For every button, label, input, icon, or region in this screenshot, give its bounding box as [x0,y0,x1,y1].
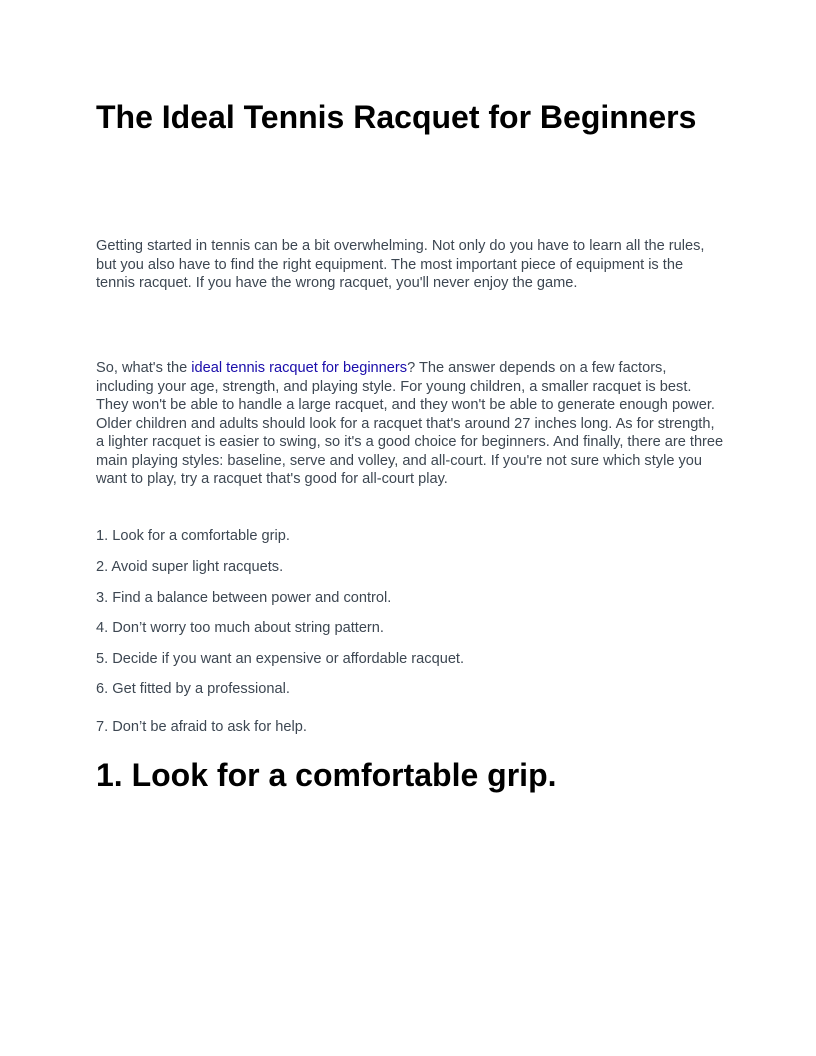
page-title: The Ideal Tennis Racquet for Beginners [96,99,697,135]
list-item: 1. Look for a comfortable grip. [96,528,290,544]
answer-paragraph-rest: ? The answer depends on a few factors, including your age, strength, and playing style. For young children, a smaller racquet is best. They won't be able to handle a large racquet, and they won't be able to generate enough power. Older children and adults should look for a racquet that's around 27 inches long. As for strength, a lighter racquet is easier to swing, so it's a good choice for beginners. And finally, there are three main playing styles: baseline, serve and volley, and all-court. If you're not sure which style you want to play, try a racquet that's good for all-court play. [96,360,724,487]
intro-paragraph: Getting started in tennis can be a bit overwhelming. Not only do you have to learn all the rules, but you also have to find the right equipment. The most important piece of equipment is the tennis racquet. If you have the wrong racquet, you'll never enjoy the game. [96,238,705,291]
answer-paragraph [96,359,726,489]
list-item: 6. Get fitted by a professional. [96,681,290,697]
list-item: 5. Decide if you want an expensive or affordable racquet. [96,651,465,667]
list-item: 7. Don’t be afraid to ask for help. [96,719,307,735]
list-item: 4. Don’t worry too much about string pattern. [96,620,384,636]
ideal-racquet-link[interactable]: ideal tennis racquet for beginners [191,360,408,376]
list-item: 2. Avoid super light racquets. [96,559,284,575]
section-heading: 1. Look for a comfortable grip. [96,757,557,793]
answer-paragraph-lead: So, what's the [96,360,192,376]
list-item: 3. Find a balance between power and control. [96,590,392,606]
